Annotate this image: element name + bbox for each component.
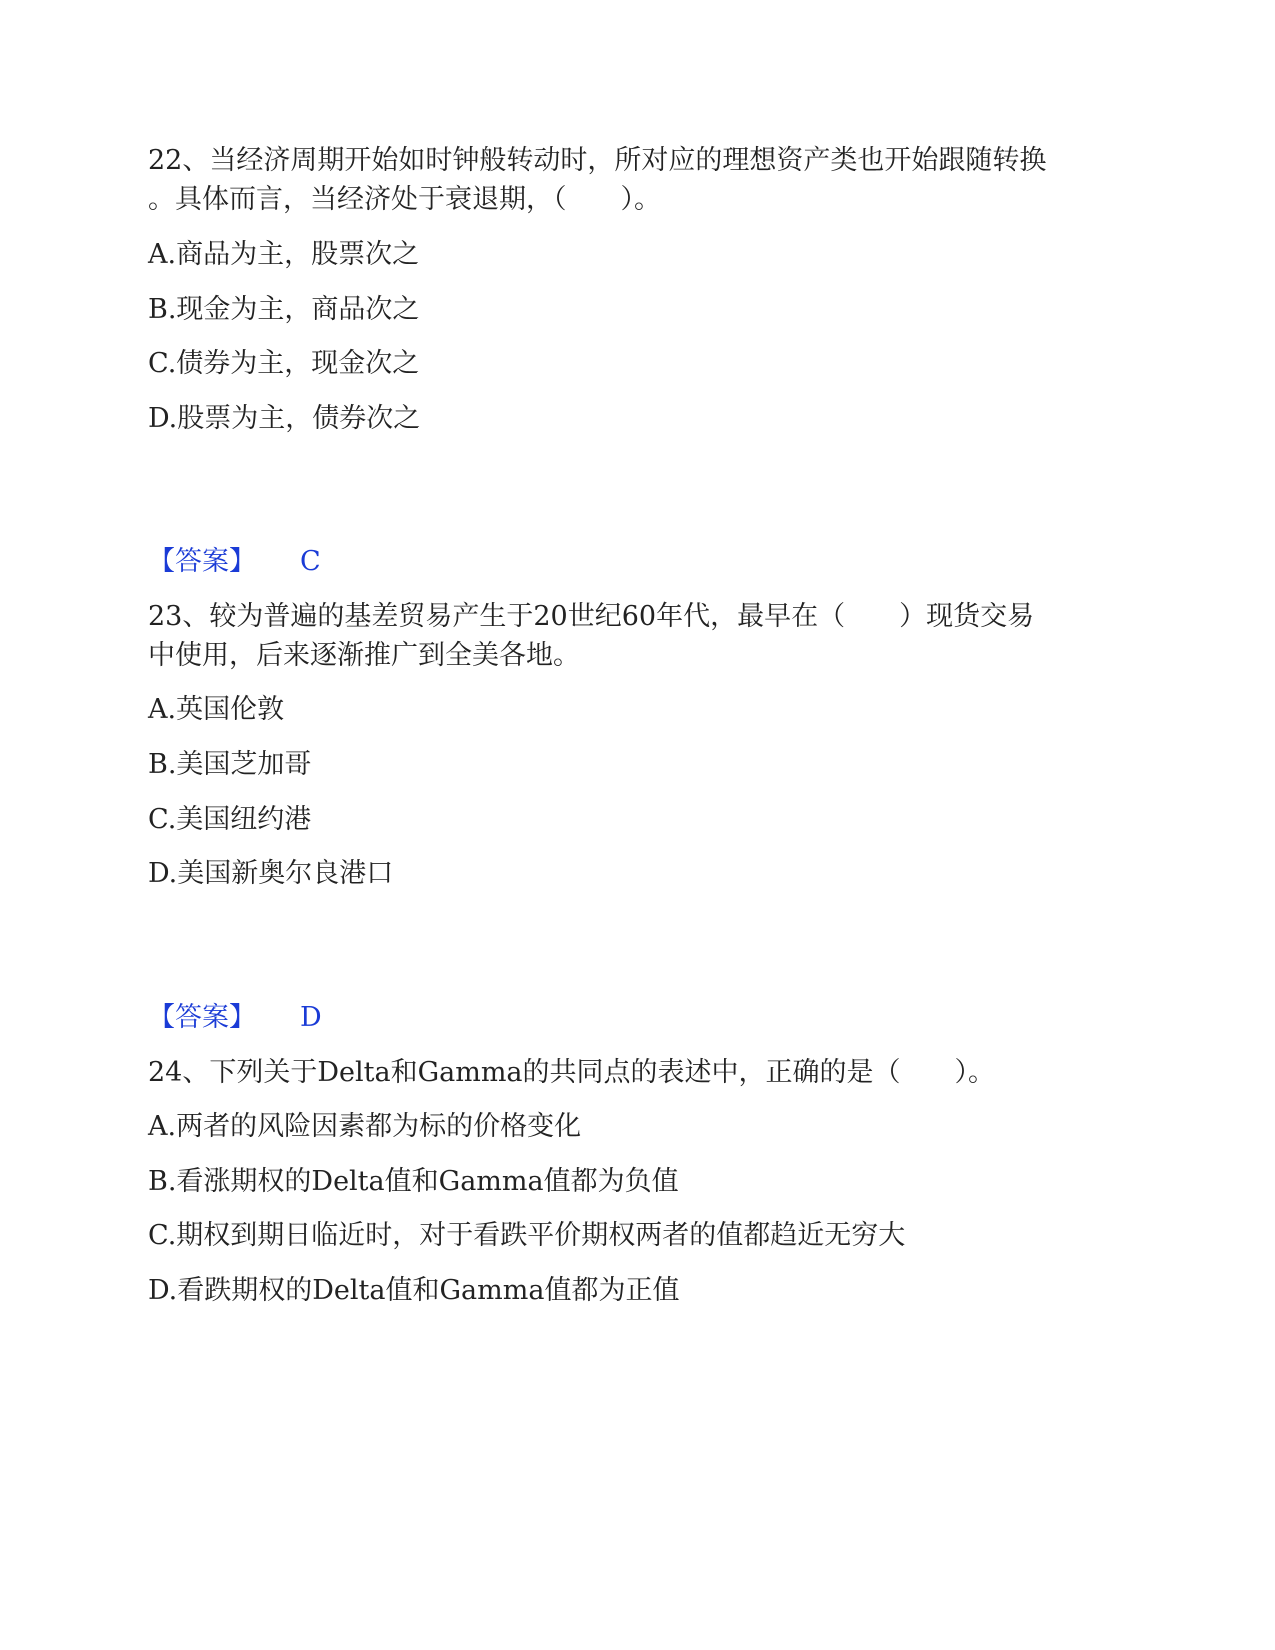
question-23-answer	[148, 998, 322, 1038]
question-23-option-d: D.美国新奥尔良港口	[148, 858, 394, 889]
question-24-option-a: A.两者的风险因素都为标的价格变化	[148, 1111, 582, 1142]
question-22-option-b: B.现金为主，商品次之	[148, 294, 420, 325]
question-22-option-c: C.债券为主，现金次之	[148, 348, 420, 379]
answer-label: 【答案】	[148, 546, 256, 577]
question-24-option-c: C.期权到期日临近时，对于看跌平价期权两者的值都趋近无穷大	[148, 1220, 906, 1251]
question-22-stem-line1: 22、当经济周期开始如时钟般转动时，所对应的理想资产类也开始跟随转换	[148, 145, 1047, 176]
question-24-option-b: B.看涨期权的Delta值和Gamma值都为负值	[148, 1166, 679, 1197]
question-24-option-d: D.看跌期权的Delta值和Gamma值都为正值	[148, 1275, 680, 1306]
question-23-option-c: C.美国纽约港	[148, 804, 312, 835]
question-24-stem-line1: 24、下列关于Delta和Gamma的共同点的表述中，正确的是（ ）。	[148, 1057, 996, 1088]
answer-value: C	[300, 546, 321, 577]
question-22-answer	[148, 542, 321, 582]
question-23-stem-line2: 中使用，后来逐渐推广到全美各地。	[148, 640, 580, 671]
answer-value: D	[300, 1002, 322, 1033]
question-23-option-a: A.英国伦敦	[148, 694, 285, 725]
question-22-stem-line2: 。具体而言，当经济处于衰退期，（ ）。	[148, 184, 661, 215]
question-22-option-d: D.股票为主，债券次之	[148, 403, 421, 434]
question-23-stem-line1: 23、较为普遍的基差贸易产生于20世纪60年代，最早在（ ）现货交易	[148, 601, 1035, 632]
question-23-option-b: B.美国芝加哥	[148, 749, 312, 780]
answer-label: 【答案】	[148, 1002, 256, 1033]
question-22-option-a: A.商品为主，股票次之	[148, 239, 420, 270]
